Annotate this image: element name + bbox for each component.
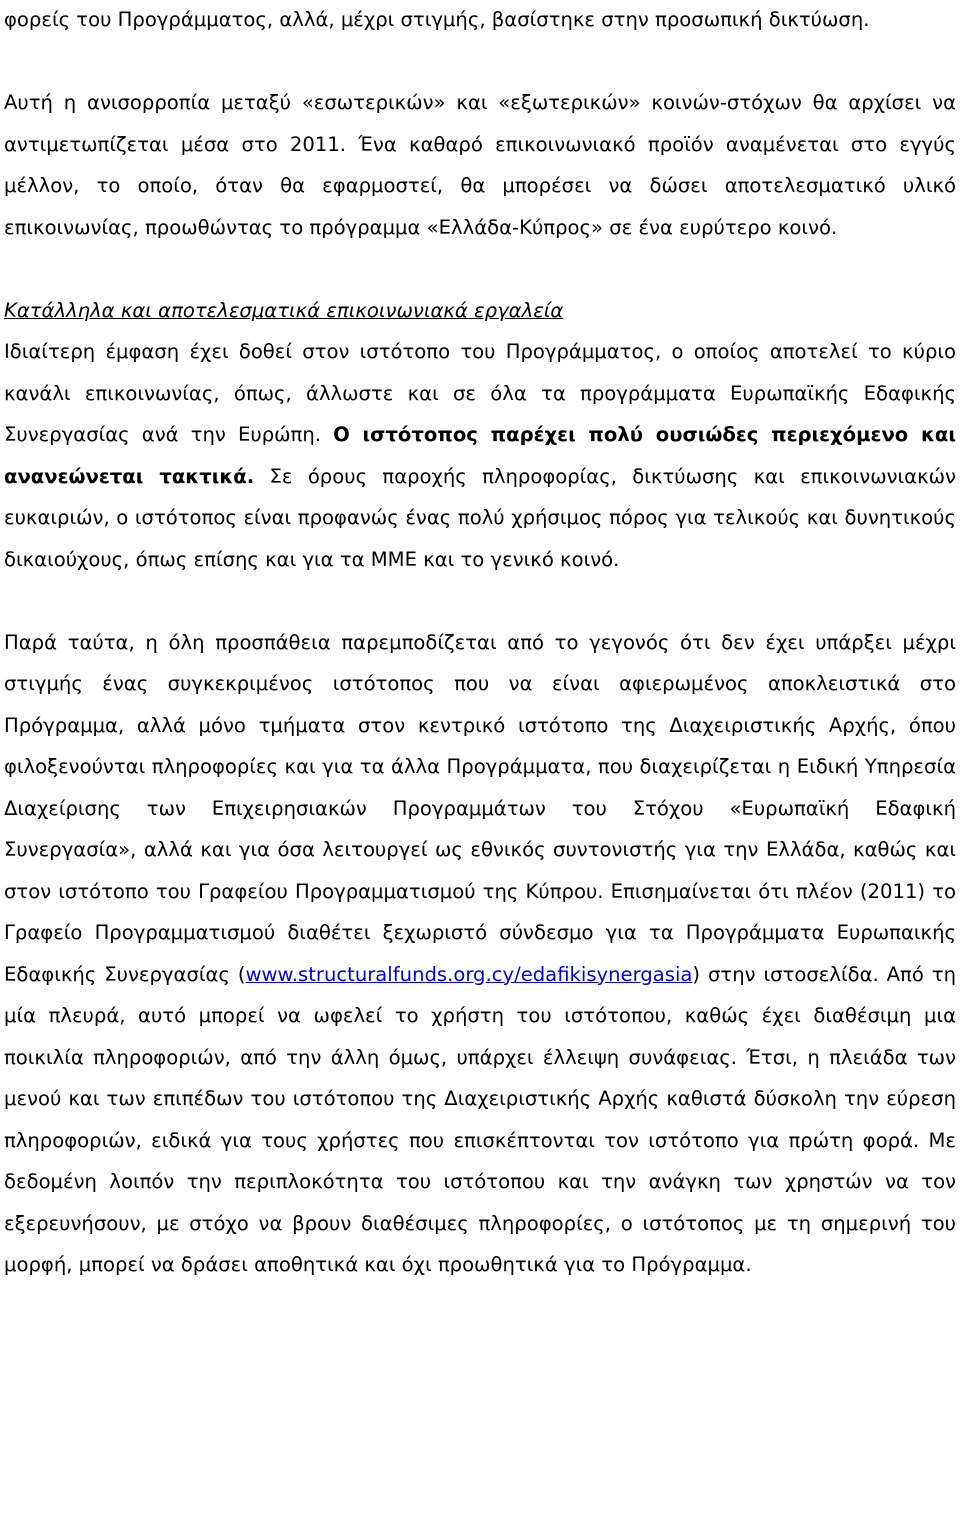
document-body [4, 0, 956, 1286]
structural-funds-link[interactable]: www.structuralfunds.org.cy/edafikisynergasia [245, 962, 693, 986]
paragraph-gap [4, 41, 956, 83]
paragraph-3-end: Σε όρους παροχής πληροφορίας, δικτύωσης και επικοινωνιακών ευκαιριών, ο ιστότοπος είναι προφανώς ένας πολύ χρήσιμος πόρος για τελικούς και δυνητικούς δικαιούχους, όπως επίσης και για τα ΜΜΕ και το γενικό κοινό. [4, 464, 957, 571]
paragraph-4-start: Παρά ταύτα, η όλη προσπάθεια παρεμποδίζεται από το γεγονός ότι δεν έχει υπάρξει μέχρι στιγμής ένας συγκεκριμένος ιστότοπος που να είναι αφιερωμένος αποκλειστικά στο Πρόγραμμα, αλλά μόνο τμήματα στον κεντρικό ιστότοπο της Διαχειριστικής Αρχής, όπου φιλοξενούνται πληροφορίες και για τα άλλα Προγράμματα, που διαχειρίζεται η Ειδική Υπηρεσία Διαχείρισης των Επιχειρησιακών Προγραμμάτων του Στόχου «Ευρωπαϊκή Εδαφική Συνεργασία», αλλά και για όσα λειτουργεί ως εθνικός συντονιστής για την Ελλάδα, καθώς και στον ιστότοπο του Γραφείου Προγραμματισμού της Κύπρου. Επισημαίνεται ότι πλέον (2011) το Γραφείο Προγραμματισμού διαθέτει ξεχωριστό σύνδεσμο για τα Προγράμματα Ευρωπαικής Εδαφικής Συνεργασίας ( [4, 630, 956, 986]
section-heading: Κατάλληλα και αποτελεσματικά επικοινωνιακά εργαλεία [4, 298, 564, 322]
paragraph-2: Αυτή η ανισορροπία μεταξύ «εσωτερικών» και «εξωτερικών» κοινών-στόχων θα αρχίσει να αντιμετωπίζεται μέσα στο 2011. Ένα καθαρό επικοινωνιακό προϊόν αναμένεται στο εγγύς μέλλον, το οποίο, όταν θα εφαρμοστεί, θα μπορέσει να δώσει αποτελεσματικό υλικό επικοινωνίας, προωθώντας το πρόγραμμα «Ελλάδα-Κύπρος» σε ένα ευρύτερο κοινό. [4, 91, 956, 239]
paragraph-gap [4, 580, 956, 622]
paragraph-3-bold-statement: Ο ιστότοπος παρέχει πολύ ουσιώδες περιεχόμενο και ανανεώνεται τακτικά. [4, 423, 957, 488]
paragraph-1: φορείς του Προγράμματος, αλλά, μέχρι στιγμής, βασίστηκε στην προσωπική δικτύωση. [4, 8, 870, 31]
paragraph-4 [4, 622, 956, 1286]
paragraph-3-start: Ιδιαίτερη έμφαση έχει δοθεί στον ιστότοπο του Προγράμματος, ο οποίος αποτελεί το κύριο κανάλι επικοινωνίας, όπως, άλλωστε και σε όλα τα προγράμματα Ευρωπαϊκής Εδαφικής Συνεργασίας ανά την Ευρώπη. [4, 340, 956, 446]
paragraph-3 [4, 331, 956, 580]
paragraph-gap [4, 248, 956, 290]
paragraph-4-end: ) στην ιστοσελίδα. Από τη μία πλευρά, αυτό μπορεί να ωφελεί το χρήστη του ιστότοπου, καθώς έχει διαθέσιμη μια ποικιλία πληροφοριών, από την άλλη όμως, υπάρχει έλλειψη συνάφειας. Έτσι, η πλειάδα των μενού και των επιπέδων του ιστότοπου της Διαχειριστικής Αρχής καθιστά δύσκολη την εύρεση πληροφοριών, ειδικά για τους χρήστες που επισκέπτονται τον ιστότοπο για πρώτη φορά. Με δεδομένη λοιπόν την περιπλοκότητα του ιστότοπου και την ανάγκη των χρηστών να τον εξερευνήσουν, με στόχο να βρουν διαθέσιμες πληροφορίες, ο ιστότοπος με τη σημερινή του μορφή, μπορεί να δράσει αποθητικά και όχι προωθητικά για το Πρόγραμμα. [4, 962, 956, 1276]
